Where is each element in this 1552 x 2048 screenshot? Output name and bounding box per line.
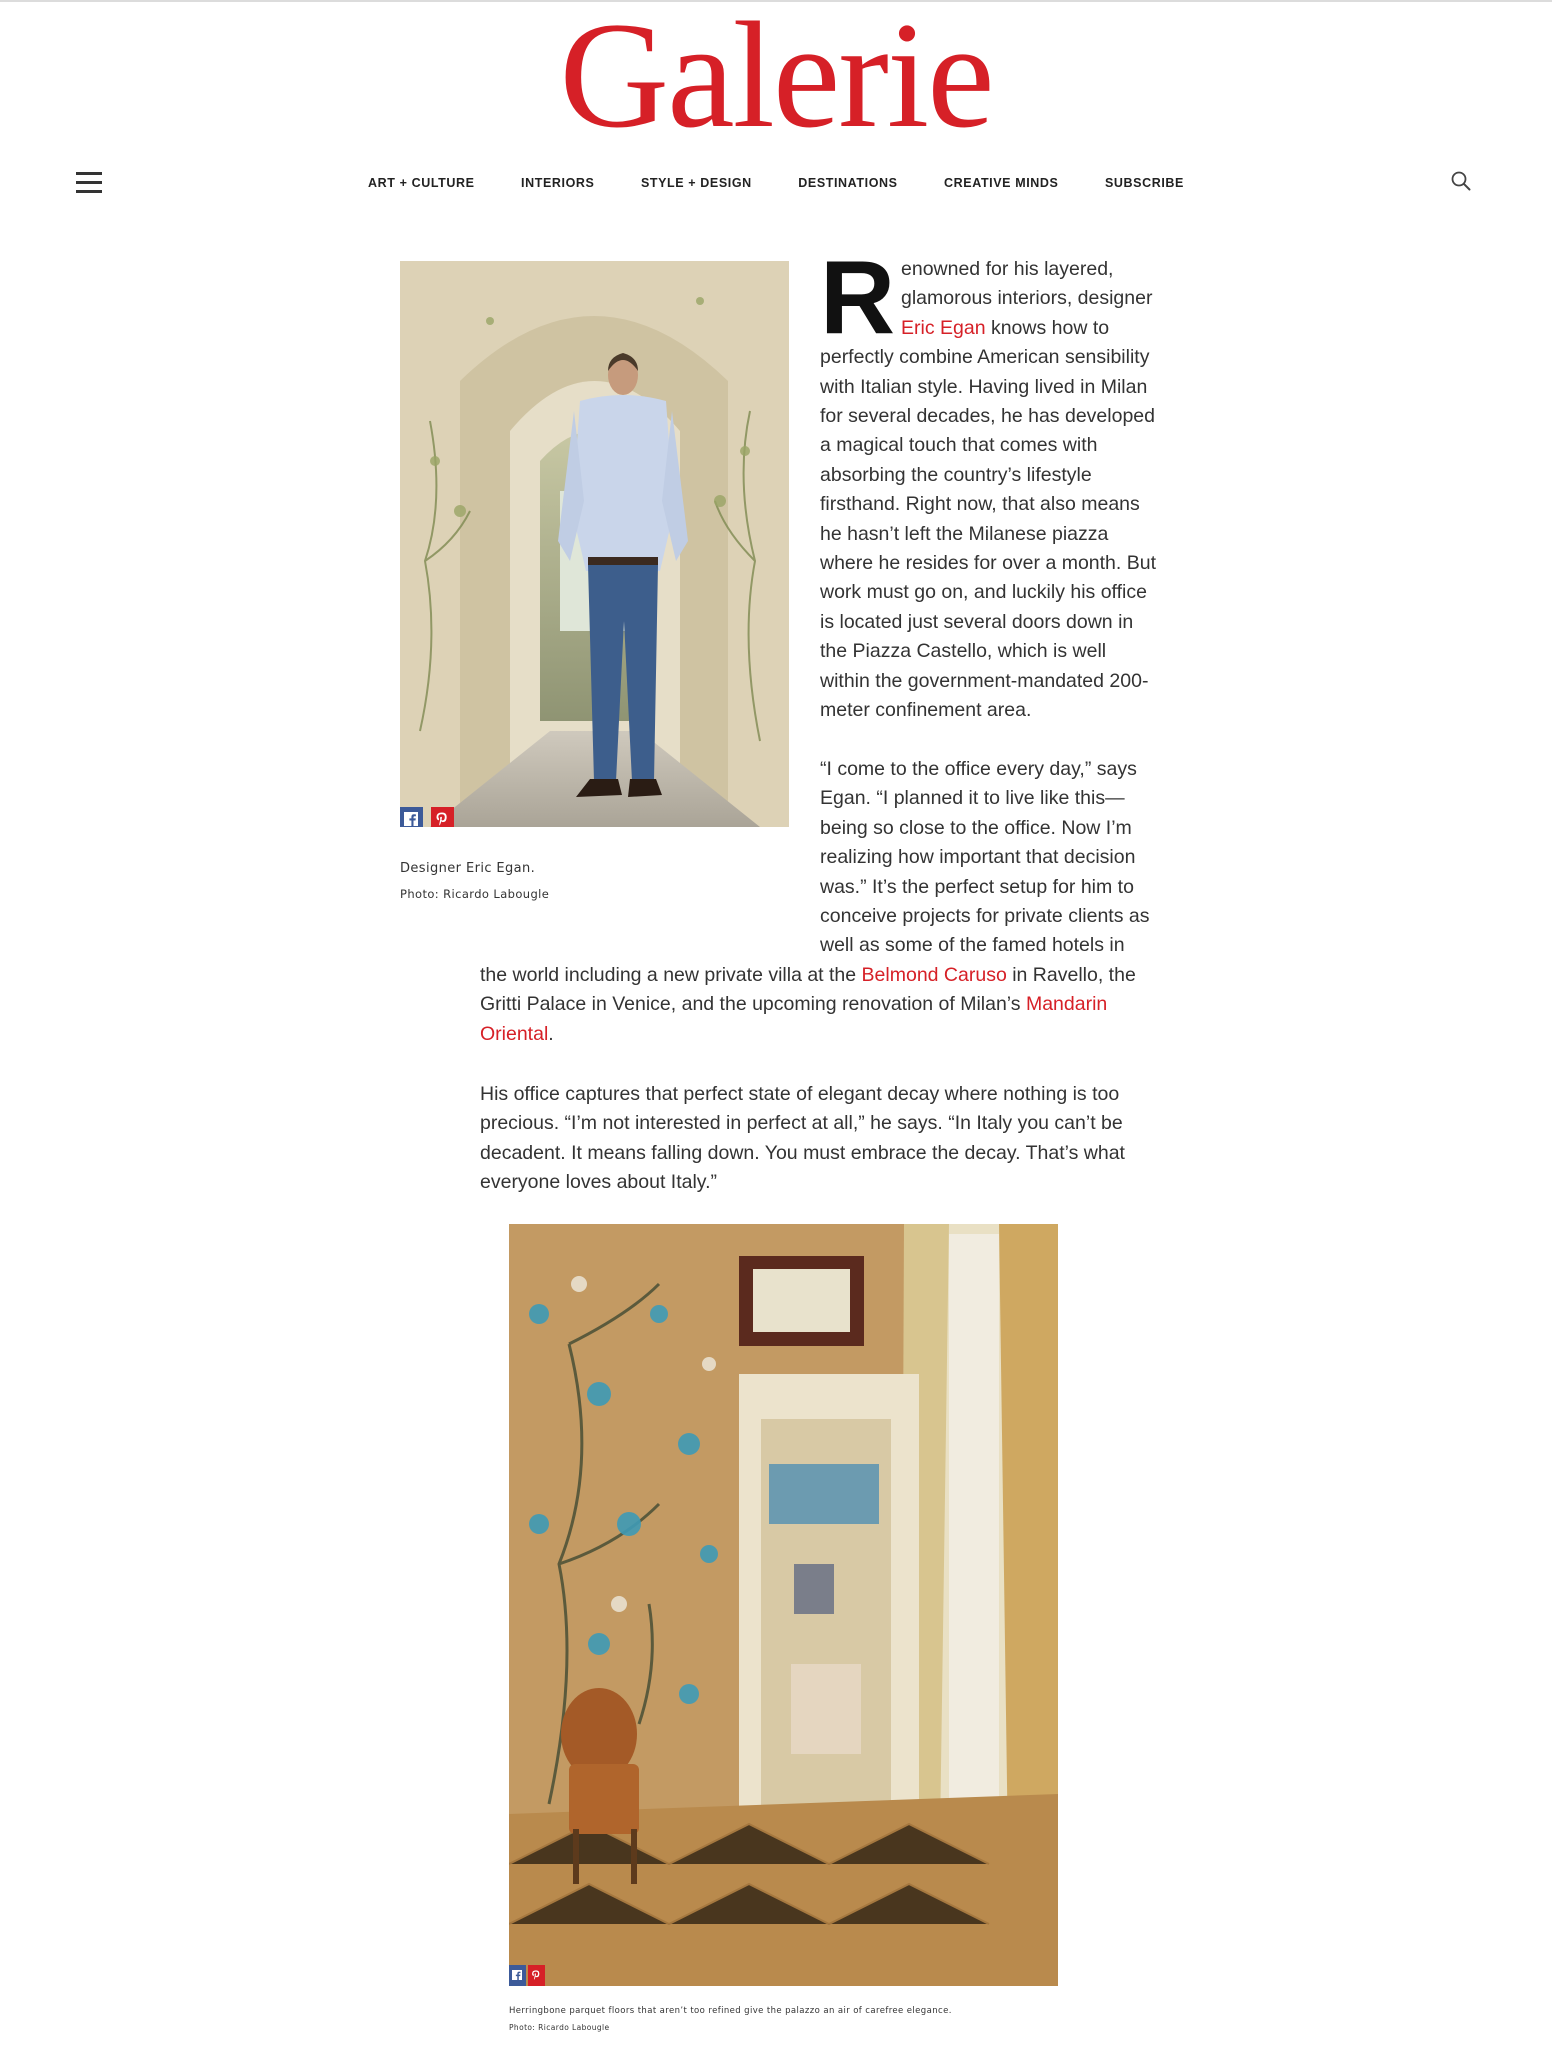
text-line	[480, 961, 1180, 990]
text-span: in Ravello, the	[1006, 964, 1136, 986]
text-span: Gritti Palace in Venice, and the upcoming renovation of Milan’s	[480, 993, 1026, 1016]
text-line: His office captures that perfect state of elegant decay where nothing is too	[480, 1083, 1120, 1105]
text-span: knows how to	[985, 316, 1110, 339]
nav-creative-minds[interactable]: CREATIVE MINDS	[944, 176, 1059, 190]
text-line: within the government-mandated 200-	[820, 669, 1149, 692]
pinterest-share-button[interactable]	[528, 1965, 545, 1986]
text-line: he hasn’t left the Milanese piazza	[820, 522, 1109, 545]
pinterest-icon	[531, 1969, 541, 1981]
text-line: the Piazza Castello, which is well	[820, 640, 1107, 663]
paragraph-3	[480, 1080, 1180, 1198]
text-line: realizing how important that decision	[820, 846, 1136, 869]
portrait-caption: Designer Eric Egan.	[400, 861, 536, 876]
facebook-icon	[512, 1969, 522, 1981]
text-line: well as some of the famed hotels in	[820, 934, 1125, 957]
pinterest-icon	[435, 812, 449, 826]
text-line: perfectly combine American sensibility	[820, 346, 1150, 369]
drop-cap: R	[820, 240, 896, 356]
text-line: being so close to the office. Now I’m	[820, 816, 1132, 839]
text-line: absorbing the country’s lifestyle	[820, 463, 1092, 486]
pinterest-share-button[interactable]	[431, 807, 454, 827]
text-span: .	[548, 1022, 554, 1045]
text-line: with Italian style. Having lived in Milan	[820, 375, 1148, 398]
paragraph-2-continued	[480, 961, 1180, 1049]
search-icon	[1450, 170, 1472, 192]
link-belmond-caruso[interactable]: Belmond Caruso	[861, 964, 1007, 986]
portrait-illustration	[400, 261, 789, 827]
text-line: was.” It’s the perfect setup for him to	[820, 875, 1134, 898]
paragraph-2	[820, 755, 1180, 961]
text-line: “I come to the office every day,” says	[820, 758, 1137, 780]
text-line	[820, 314, 1180, 343]
text-line: for several decades, he has developed	[820, 405, 1155, 428]
nav-destinations[interactable]: DESTINATIONS	[798, 176, 898, 190]
nav-art-culture[interactable]: ART + CULTURE	[368, 176, 475, 190]
text-line: precious. “I’m not interested in perfect at all,” he says. “In Italy you can’t be	[480, 1112, 1123, 1135]
text-line: work must go on, and luckily his office	[820, 581, 1147, 604]
text-line: decadent. It means falling down. You must embrace the decay. That’s what	[480, 1141, 1125, 1164]
text-line: conceive projects for private clients as	[820, 905, 1150, 928]
text-line: is located just several doors down in	[820, 610, 1134, 633]
text-span: the world including a new private villa at the	[480, 964, 862, 986]
text-line: firsthand. Right now, that also means	[820, 493, 1140, 516]
portrait-photo	[400, 261, 789, 827]
text-line: meter confinement area.	[820, 699, 1032, 722]
interior-photo	[509, 1224, 1058, 1986]
facebook-icon	[404, 812, 418, 826]
nav-style-design[interactable]: STYLE + DESIGN	[640, 176, 752, 190]
interior-credit: Photo: Ricardo Labougle	[509, 2023, 610, 2032]
site-logo[interactable]: Galerie	[559, 0, 993, 159]
link-eric-egan[interactable]: Eric Egan	[901, 316, 986, 339]
paragraph-1	[820, 255, 1180, 726]
interior-caption: Herringbone parquet floors that aren’t too refined give the palazzo an air of carefree elegance.	[509, 2006, 952, 2016]
link-mandarin-oriental[interactable]: Mandarin	[1025, 993, 1108, 1016]
main-nav	[0, 168, 1552, 198]
text-line: everyone loves about Italy.”	[480, 1171, 718, 1194]
text-line	[480, 1020, 1180, 1049]
interior-illustration	[509, 1224, 1058, 1986]
text-line	[480, 990, 1180, 1019]
text-line: glamorous interiors, designer	[901, 287, 1153, 310]
text-line: a magical touch that comes with	[820, 434, 1098, 457]
portrait-credit: Photo: Ricardo Labougle	[400, 887, 550, 901]
link-mandarin-oriental-cont[interactable]: Oriental	[480, 1022, 549, 1045]
text-line: enowned for his layered,	[901, 258, 1114, 280]
nav-interiors[interactable]: INTERIORS	[521, 176, 595, 190]
search-button[interactable]	[1450, 170, 1472, 192]
facebook-share-button[interactable]	[509, 1965, 526, 1986]
nav-subscribe[interactable]: SUBSCRIBE	[1104, 176, 1184, 190]
text-line: Egan. “I planned it to live like this—	[820, 787, 1125, 810]
text-line: where he resides for over a month. But	[820, 552, 1157, 575]
facebook-share-button[interactable]	[400, 807, 423, 827]
